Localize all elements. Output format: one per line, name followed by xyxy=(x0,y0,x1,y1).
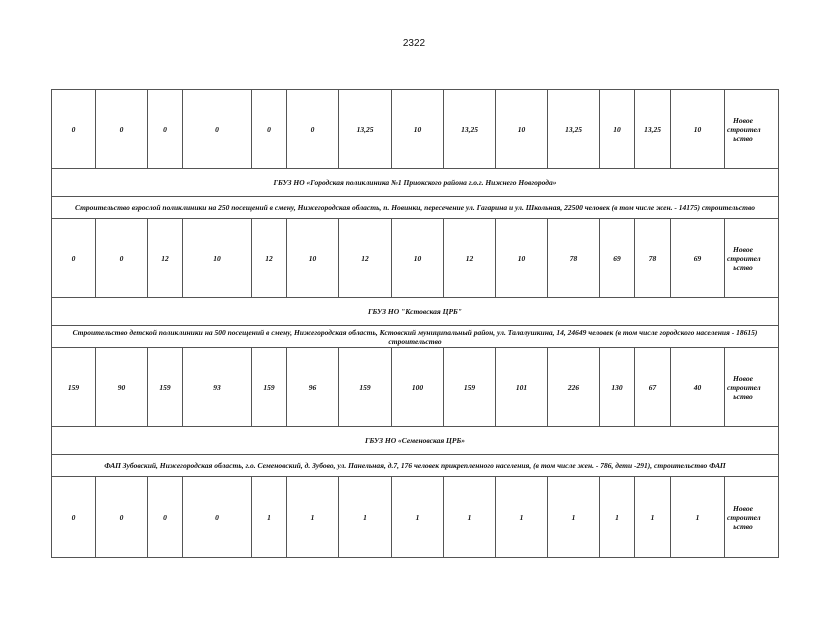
status-text: Новое строител ьство xyxy=(727,503,761,531)
table-cell: 10 xyxy=(287,219,339,298)
table-cell: 159 xyxy=(148,348,183,427)
status-text: Новое строител ьство xyxy=(727,244,761,272)
table-cell: 1 xyxy=(252,477,287,558)
table-cell: 13,25 xyxy=(635,90,671,169)
table-cell: 90 xyxy=(96,348,148,427)
table-cell: 12 xyxy=(339,219,392,298)
status-cell xyxy=(725,219,779,298)
table-cell: 10 xyxy=(183,219,252,298)
table-cell: 0 xyxy=(252,90,287,169)
organization-row xyxy=(52,169,779,197)
table-cell: 1 xyxy=(444,477,496,558)
table-cell: 67 xyxy=(635,348,671,427)
table-cell: 1 xyxy=(671,477,725,558)
organization-row xyxy=(52,427,779,455)
table-cell: 100 xyxy=(392,348,444,427)
table-cell: 1 xyxy=(496,477,548,558)
table-cell: 130 xyxy=(600,348,635,427)
table-cell: 96 xyxy=(287,348,339,427)
organization-name: ГБУЗ НО «Городская поликлиника №1 Приокского района г.о.г. Нижнего Новгорода» xyxy=(52,169,779,197)
table-cell: 93 xyxy=(183,348,252,427)
table-row xyxy=(52,348,779,427)
table-cell: 10 xyxy=(392,90,444,169)
table-cell: 0 xyxy=(96,477,148,558)
table-cell: 10 xyxy=(496,90,548,169)
table-cell: 1 xyxy=(635,477,671,558)
table-cell: 78 xyxy=(548,219,600,298)
table-cell: 1 xyxy=(600,477,635,558)
project-description: ФАП Зубовский, Нижегородская область, г.о. Семеновский, д. Зубово, ул. Панельная, д.7, 176 человек прикрепленного населения, (в том числе жен. - 786, дети -291), строительство ФАП xyxy=(52,455,779,477)
table-cell: 159 xyxy=(52,348,96,427)
table-cell: 13,25 xyxy=(444,90,496,169)
table-cell: 0 xyxy=(96,219,148,298)
table-cell: 10 xyxy=(600,90,635,169)
status-cell xyxy=(725,477,779,558)
organization-name: ГБУЗ НО «Семеновская ЦРБ» xyxy=(52,427,779,455)
table-cell: 0 xyxy=(52,477,96,558)
project-description: Строительство взрослой поликлиники на 250 посещений в смену, Нижегородская область, п. Новинки, пересечение ул. Гагарина и ул. Школьная, 22500 человек (в том числе жен. - 14175) строительство xyxy=(52,197,779,219)
table-cell: 69 xyxy=(671,219,725,298)
table-cell: 0 xyxy=(96,90,148,169)
table-cell: 0 xyxy=(52,90,96,169)
project-row xyxy=(52,455,779,477)
table-cell: 0 xyxy=(148,90,183,169)
table-row xyxy=(52,477,779,558)
table-cell: 10 xyxy=(671,90,725,169)
table-cell: 69 xyxy=(600,219,635,298)
status-cell xyxy=(725,348,779,427)
organization-row xyxy=(52,298,779,326)
table-cell: 12 xyxy=(252,219,287,298)
table-row xyxy=(52,219,779,298)
table-cell: 101 xyxy=(496,348,548,427)
table-row xyxy=(52,90,779,169)
project-description: Строительство детской поликлиники на 500 посещений в смену, Нижегородская область, Кстовский муниципальный район, ул. Талалушкина, 14, 24649 человек (в том числе городского населения - 18615) строительство xyxy=(52,326,779,348)
document-table xyxy=(51,89,779,558)
table-cell: 12 xyxy=(444,219,496,298)
table-cell: 78 xyxy=(635,219,671,298)
table-cell: 10 xyxy=(496,219,548,298)
table-cell: 13,25 xyxy=(548,90,600,169)
table-cell: 10 xyxy=(392,219,444,298)
status-text: Новое строител ьство xyxy=(727,115,761,143)
table-cell: 0 xyxy=(52,219,96,298)
table-cell: 1 xyxy=(339,477,392,558)
table-cell: 40 xyxy=(671,348,725,427)
status-text: Новое строител ьство xyxy=(727,373,761,401)
table-cell: 1 xyxy=(392,477,444,558)
table-cell: 0 xyxy=(183,90,252,169)
table-cell: 1 xyxy=(548,477,600,558)
organization-name: ГБУЗ НО "Кстовская ЦРБ" xyxy=(52,298,779,326)
table-cell: 1 xyxy=(287,477,339,558)
status-cell xyxy=(725,90,779,169)
table-cell: 0 xyxy=(287,90,339,169)
project-row xyxy=(52,326,779,348)
project-row xyxy=(52,197,779,219)
table-cell: 0 xyxy=(183,477,252,558)
table-cell: 159 xyxy=(339,348,392,427)
table-cell: 226 xyxy=(548,348,600,427)
table-cell: 13,25 xyxy=(339,90,392,169)
page-number: 2322 xyxy=(402,38,426,49)
table-cell: 0 xyxy=(148,477,183,558)
table-cell: 159 xyxy=(444,348,496,427)
table-cell: 159 xyxy=(252,348,287,427)
table-cell: 12 xyxy=(148,219,183,298)
